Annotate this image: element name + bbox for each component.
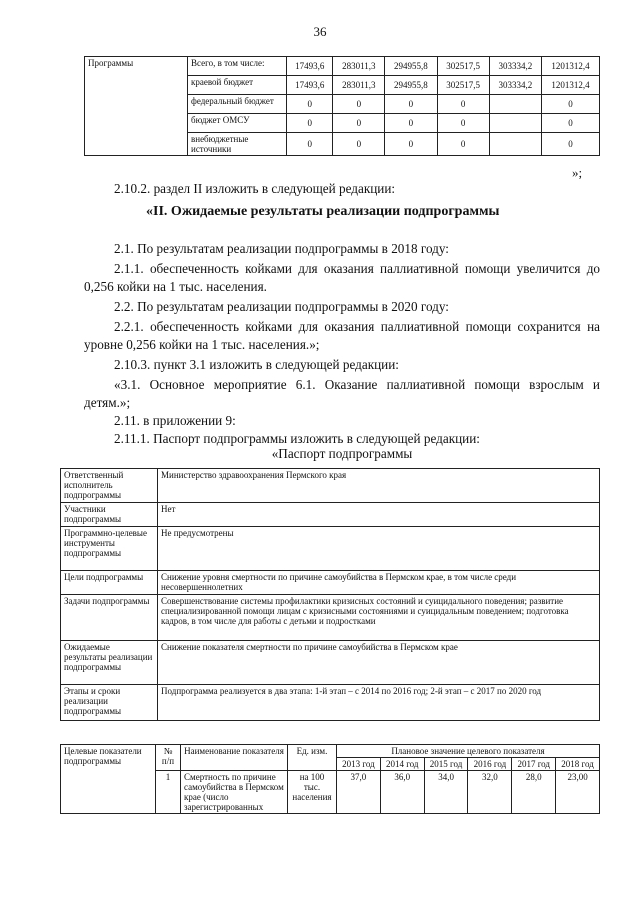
table-row: Ответственный исполнитель подпрограммы Министерство здравоохранения Пермского края xyxy=(61,469,600,503)
paragraph: 2.1. По результатам реализации подпрограммы в 2018 году: xyxy=(114,241,449,256)
paragraph: 2.2.1. обеспеченность койками для оказания паллиативной помощи сохранится на уровне 0,256 койки на 1 тыс. населения.»; xyxy=(84,319,600,352)
paragraph: 2.10.2. раздел II изложить в следующей редакции: xyxy=(114,181,396,196)
table-row: Задачи подпрограммы Совершенствование системы профилактики кризисных состояний и суицидального поведения; развитие специализированной помощи лицам с кризисными состояниями и суицидальным поведением; подготовка кадров, в том числе для работы с детьми и подростками xyxy=(61,595,600,641)
paragraph: 2.11.1. Паспорт подпрограммы изложить в следующей редакции: xyxy=(114,431,480,446)
paragraph: 2.1.1. обеспеченность койками для оказания паллиативной помощи увеличится до 0,256 койки на 1 тыс. населения. xyxy=(84,261,600,294)
table-row: краевой бюджет 17493,6 283011,3 294955,8 302517,5 303334,2 1201312,4 xyxy=(85,76,600,95)
paragraph: «3.1. Основное мероприятие 6.1. Оказание паллиативной помощи взрослым и детям.»; xyxy=(84,377,600,410)
table-row: федеральный бюджет 0 0 0 0 0 xyxy=(85,95,600,114)
quote-close: »; xyxy=(572,165,583,180)
passport-table xyxy=(60,468,600,721)
program-label: Программы xyxy=(85,57,188,156)
passport-title: «Паспорт подпрограммы xyxy=(271,446,413,461)
section-heading: «II. Ожидаемые результаты реализации подпрограммы xyxy=(146,204,500,219)
table-row: внебюджетные источники 0 0 0 0 0 xyxy=(85,133,600,156)
page-number: 36 xyxy=(313,24,327,39)
table-row: 2013 год 2014 год 2015 год 2016 год 2017 год 2018 год xyxy=(61,758,600,771)
finance-table xyxy=(84,56,600,156)
table-row: Участники подпрограммы Нет xyxy=(61,503,600,527)
table-row: Программы Всего, в том числе: 17493,6 283011,3 294955,8 302517,5 303334,2 1201312,4 xyxy=(85,57,600,76)
table-row: Этапы и сроки реализации подпрограммы Подпрограмма реализуется в два этапа: 1-й этап – с 2014 по 2016 год; 2-й этап – с 2017 по 2020 год xyxy=(61,685,600,721)
paragraph: 2.11. в приложении 9: xyxy=(114,413,236,428)
table-row: Ожидаемые результаты реализации подпрограммы Снижение показателя смертности по причине самоубийства в Пермском крае xyxy=(61,641,600,685)
table-row: Целевые показатели подпрограммы № п/п Наименование показателя Ед. изм. Плановое значение целевого показателя xyxy=(61,745,600,758)
table-row: Цели подпрограммы Снижение уровня смертности по причине самоубийства в Пермском крае, в том числе среди несовершеннолетних xyxy=(61,571,600,595)
indicators-table xyxy=(60,744,600,814)
paragraph: 2.2. По результатам реализации подпрограммы в 2020 году: xyxy=(114,299,449,314)
table-row: Программно-целевые инструменты подпрограммы Не предусмотрены xyxy=(61,527,600,571)
paragraph: 2.10.3. пункт 3.1 изложить в следующей редакции: xyxy=(114,357,399,372)
table-row: 1 Смертность по причине самоубийства в Пермском крае (число зарегистрированных на 100 тыс. населения 37,0 36,0 34,0 32,0 28,0 23,00 xyxy=(61,771,600,814)
table-row: бюджет ОМСУ 0 0 0 0 0 xyxy=(85,114,600,133)
